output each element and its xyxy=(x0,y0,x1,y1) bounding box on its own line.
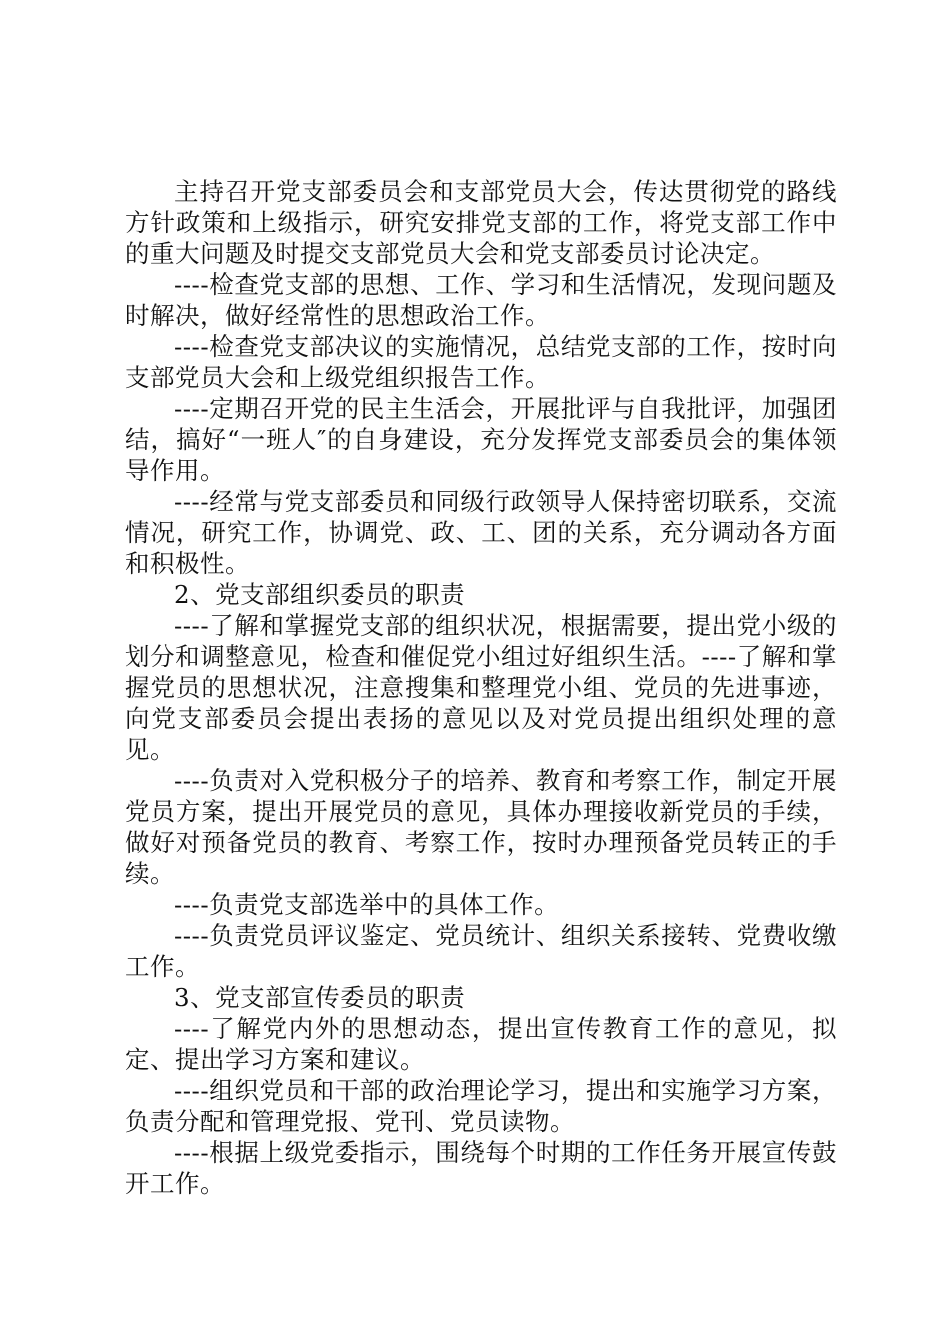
paragraph-new-members: ----负责对入党积极分子的培养、教育和考察工作，制定开展党员方案，提出开展党员的意见，具体办理接收新党员的手续，做好对预备党员的教育、考察工作，按时办理预备党员转正的手续。 xyxy=(125,766,837,888)
paragraph-member-evaluation: ----负责党员评议鉴定、党员统计、组织关系接转、党费收缴工作。 xyxy=(125,921,837,981)
paragraph-ideological-trends: ----了解党内外的思想动态，提出宣传教育工作的意见，拟定、提出学习方案和建议。 xyxy=(125,1014,837,1074)
paragraph-theory-study: ----组织党员和干部的政治理论学习，提出和实施学习方案，负责分配和管理党报、党刊、党员读物。 xyxy=(125,1076,837,1136)
section-heading-propaganda-member: 3、党支部宣传委员的职责 xyxy=(174,983,466,1012)
document-body xyxy=(125,176,837,1199)
paragraph-secretary-duties: 主持召开党支部委员会和支部党员大会，传达贯彻党的路线方针政策和上级指示，研究安排党支部的工作，将党支部工作中的重大问题及时提交支部党员大会和党支部委员讨论决定。 xyxy=(125,177,837,268)
section-heading-organization-member: 2、党支部组织委员的职责 xyxy=(174,580,466,609)
paragraph-check-resolutions: ----检查党支部决议的实施情况，总结党支部的工作，按时向支部党员大会和上级党组织报告工作。 xyxy=(125,332,837,392)
paragraph-election-work: ----负责党支部选举中的具体工作。 xyxy=(174,890,560,919)
paragraph-liaison: ----经常与党支部委员和同级行政领导人保持密切联系，交流情况，研究工作，协调党、政、工、团的关系，充分调动各方面和积极性。 xyxy=(125,487,837,578)
paragraph-propaganda-tasks: ----根据上级党委指示，围绕每个时期的工作任务开展宣传鼓开工作。 xyxy=(125,1138,837,1198)
paragraph-check-thought-work: ----检查党支部的思想、工作、学习和生活情况，发现问题及时解决，做好经常性的思想政治工作。 xyxy=(125,270,837,330)
paragraph-democratic-life: ----定期召开党的民主生活会，开展批评与自我批评，加强团结，搞好“一班人″的自身建设，充分发挥党支部委员会的集体领导作用。 xyxy=(125,394,837,485)
paragraph-organization-status: ----了解和掌握党支部的组织状况，根据需要，提出党小级的划分和调整意见，检查和催促党小组过好组织生活。----了解和掌握党员的思想状况，注意搜集和整理党小组、党员的先进事迹，向党支部委员会提出表扬的意见以及对党员提出组织处理的意见。 xyxy=(125,611,837,764)
